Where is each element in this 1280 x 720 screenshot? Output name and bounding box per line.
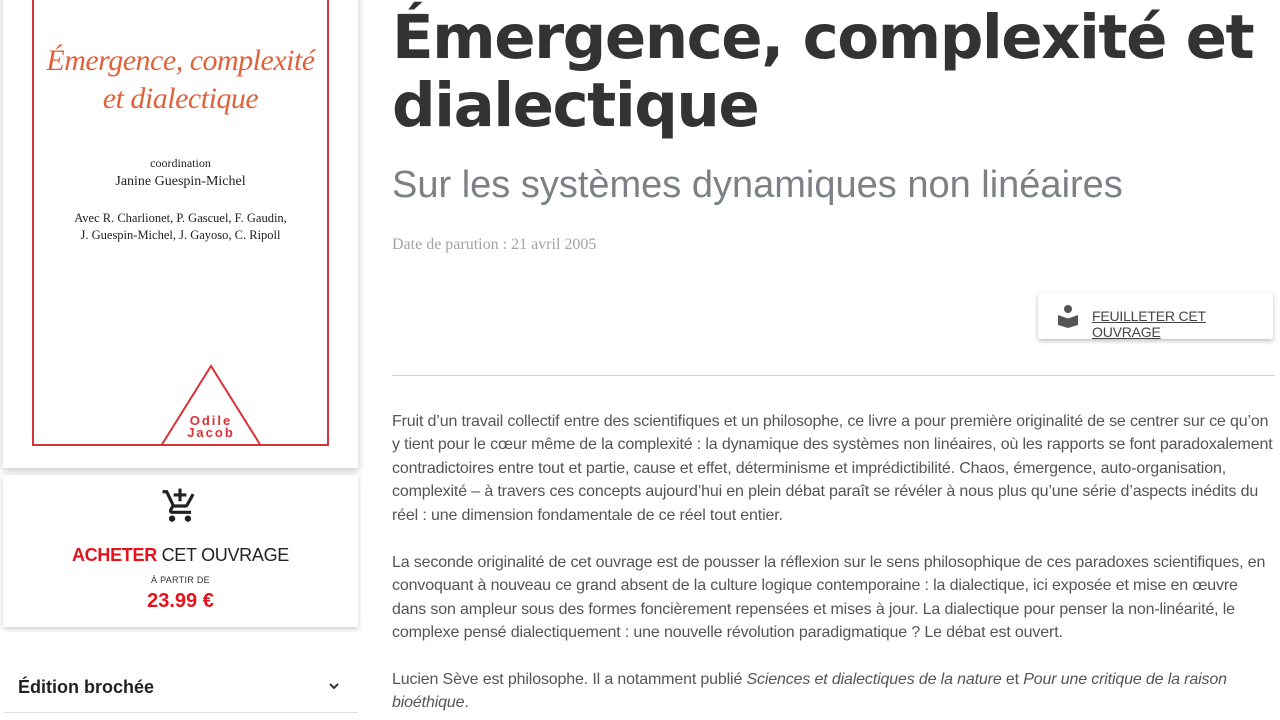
publisher-logo	[161, 364, 261, 446]
author-bio-end: .	[464, 694, 469, 712]
edition-selector[interactable]	[3, 664, 358, 713]
description-paragraph-2: La seconde originalité de cet ouvrage est de pousser la réflexion sur le sens philosophique de ces paradoxes scientifiques, en convoquant à nouveau ce grand absent de la culture logique contemporaine : la dialectique, ici exposée et mise en œuvre dans son ampleur sous des formes foncièrement repensées et mises à jour. La dialectique pour penser la non-linéarité, le complexe pensé dialectiquement : une nouvelle révolution paradigmatique ? Le débat est ouvert.	[392, 554, 1266, 642]
buy-card[interactable]	[3, 475, 358, 627]
add-to-cart-icon[interactable]	[161, 487, 199, 525]
price-from-label: À PARTIR DE	[151, 575, 210, 585]
edition-label: Édition brochée	[18, 677, 155, 697]
book-cover-card[interactable]	[3, 0, 358, 468]
cover-authors-line2: J. Guespin-Michel, J. Gayoso, C. Ripoll	[80, 228, 281, 242]
page-subtitle: Sur les systèmes dynamiques non linéaires	[392, 164, 1123, 206]
price: 23.99 €	[147, 590, 214, 612]
preview-book-label[interactable]: FEUILLETER CET OUVRAGE	[1092, 308, 1206, 340]
book-reference-1: Sciences et dialectiques de la nature	[746, 671, 1002, 688]
book-cover	[32, 0, 329, 446]
cover-title-line2: et dialectique	[102, 82, 259, 115]
cover-authors	[34, 210, 327, 244]
preview-book-button[interactable]	[1038, 293, 1273, 339]
author-bio	[392, 668, 1275, 715]
buy-label-rest: CET OUVRAGE	[156, 545, 289, 565]
cover-editor-name: Janine Guespin-Michel	[115, 174, 246, 189]
author-bio-and: et	[1001, 671, 1024, 688]
publication-date: Date de parution : 21 avril 2005	[392, 236, 597, 253]
chevron-down-icon[interactable]	[326, 678, 342, 694]
buy-label-accent: ACHETER	[71, 545, 157, 565]
author-bio-intro: Lucien Sève est philosophe. Il a notamment publié	[392, 671, 747, 688]
cover-coordination-label: coordination	[150, 156, 211, 170]
cover-title	[34, 42, 327, 118]
cover-title-line1: Émergence, complexité	[46, 44, 315, 77]
reading-person-icon	[1057, 304, 1079, 328]
section-divider	[392, 375, 1275, 376]
publisher-logo-word2: Jacob	[187, 425, 235, 440]
cover-authors-line1: Avec R. Charlionet, P. Gascuel, F. Gaudin,	[74, 211, 287, 225]
publisher-logo-word1: Odile	[189, 413, 233, 428]
book-reference-2: Pour une critique de la raison bioéthique	[392, 671, 1227, 712]
description-paragraph-1: Fruit d’un travail collectif entre des scientifiques et un philosophe, ce livre a pour première originalité de se centrer sur ce qu’on y tient pour le cœur même de la complexité : la dynamique des systèmes non linéaires, où les rapports se font paradoxalement contradictoires entre tout et partie, cause et effet, déterminisme et imprédictibilité. Chaos, émergence, auto-organisation, complexité – à travers ces concepts aujourd’hui en plein débat paraît se révéler à nous plus qu’une série d’aspects inédits du réel : une dimension fondamentale de ce réel tout entier.	[392, 413, 1273, 524]
buy-button-label[interactable]	[3, 545, 358, 566]
page-title: Émergence, complexité et dialectique	[392, 2, 1254, 141]
